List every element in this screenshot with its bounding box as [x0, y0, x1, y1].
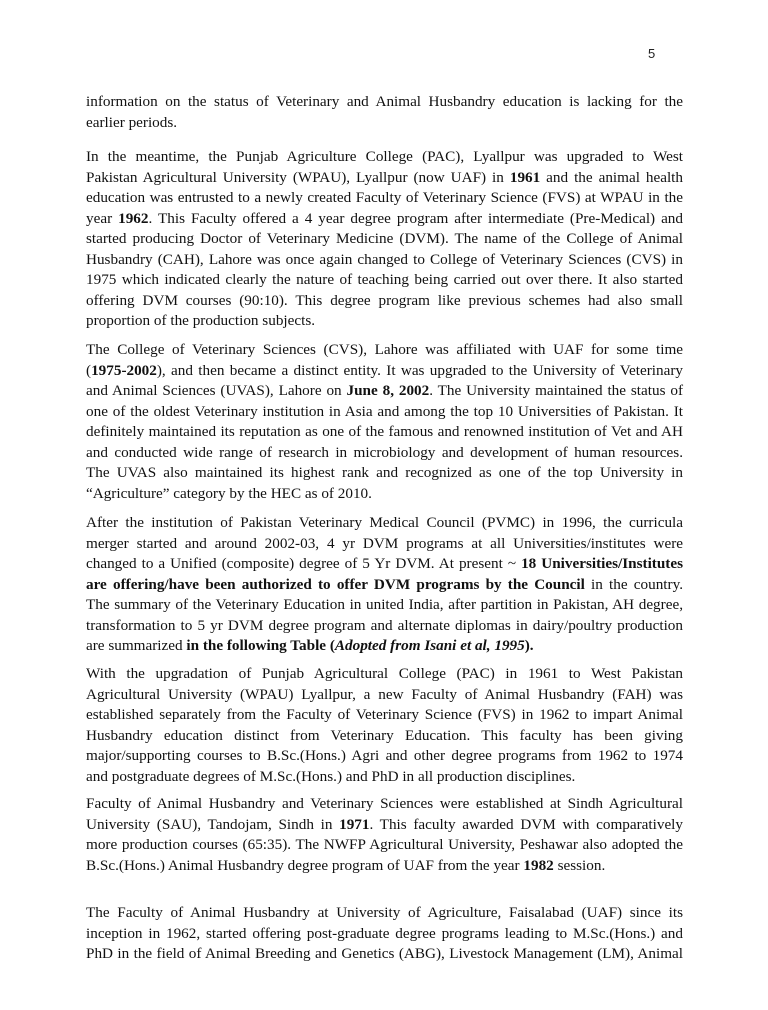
text-line: “Agriculture” category by the HEC as of 2010. [86, 484, 372, 502]
text-line: transformation to 5 yr DVM degree program and alternate diplomas in dairy/poultry production [86, 616, 683, 634]
text-line: one of the oldest Veterinary institution in Asia and among the top 10 Universities of Pakistan. It [86, 402, 683, 420]
bold-text: 1961 [509, 168, 541, 186]
text-line: B.Sc.(Hons.) Animal Husbandry degree program of UAF from the year 1982 session. [86, 856, 606, 874]
text-line: and Animal Sciences (UVAS), Lahore on June 8, 2002. The University maintained the status of [86, 382, 684, 399]
text-line: The College of Veterinary Sciences (CVS), Lahore was affiliated with UAF for some time [86, 341, 683, 358]
text-line: established separately from the Faculty of Veterinary Science (FVS) in 1962 to impart Animal [86, 706, 683, 723]
paragraph [86, 340, 683, 504]
text-line: education was entrusted to a newly created Faculty of Veterinary Science (FVS) at WPAU in the [86, 189, 683, 206]
text-line: In the meantime, the Punjab Agriculture College (PAC), Lyallpur was upgraded to West [86, 148, 683, 165]
text-line: year 1962. This Faculty offered a 4 year degree program after intermediate (Pre-Medical) and [86, 209, 683, 227]
bold-text: June 8, 2002 [346, 382, 430, 399]
text-line: 1975 which indicated clearly the nature of teaching being carried out over there. It also started [86, 271, 683, 288]
text-line: Husbandry education distinct from Veterinary Education. This faculty has been giving [86, 726, 683, 744]
text-line: merger started and around 2002-03, 4 yr DVM programs at all Universities/institutes were [86, 534, 683, 552]
text-line: Agricultural University (WPAU) Lyallpur, a new Faculty of Animal Husbandry (FAH) was [86, 685, 683, 703]
text-line: and postgraduate degrees of M.Sc.(Hons.) and PhD in all production disciplines. [86, 767, 576, 785]
bold-text: 1971 [339, 815, 370, 833]
paragraph [86, 903, 683, 965]
text-line: information on the status of Veterinary and Animal Husbandry education is lacking for the [86, 93, 683, 110]
bold-text: 1975-2002 [91, 361, 157, 379]
text-line: With the upgradation of Punjab Agricultural College (PAC) in 1961 to West Pakistan [86, 665, 683, 682]
text-line: University (SAU), Tandojam, Sindh in 1971. This faculty awarded DVM with comparatively [86, 815, 683, 833]
text-line: definitely maintained its reputation as one of the famous and renowned institution of Vet and AH [86, 423, 683, 440]
paragraph [86, 664, 683, 787]
text-line: The UVAS also maintained its highest rank and recognized as one of the top University in [86, 464, 683, 481]
bold-text: are offering/have been authorized to offer DVM programs by the Council [86, 575, 585, 593]
paragraph [86, 147, 683, 332]
bold-text: ). [524, 637, 534, 654]
paragraph [86, 92, 683, 133]
text-line: started producing Doctor of Veterinary Medicine (DVM). The name of the College of Animal [86, 230, 683, 247]
text-line: The summary of the Veterinary Education in united India, after partition in Pakistan, AH degree, [86, 596, 683, 613]
text-line: major/supporting courses to B.Sc.(Hons.) Agri and other degree programs from 1962 to 1974 [86, 747, 683, 764]
bold-text: 18 Universities/Institutes [521, 555, 684, 572]
text-line: are offering/have been authorized to offer DVM programs by the Council in the country. [86, 575, 683, 593]
text-line: earlier periods. [86, 113, 178, 131]
bold-text: in the following Table ( [186, 637, 335, 654]
paragraph [86, 794, 683, 876]
text-line: and conducted wide range of research in microbiology and development of human resources. [86, 443, 683, 461]
page-number: 5 [648, 46, 656, 61]
text-line: are summarized in the following Table (Adopted from Isani et al, 1995). [86, 637, 534, 654]
text-line: changed to a Unified (composite) degree of 5 Yr DVM. At present ~ 18 Universities/Institutes [86, 555, 684, 572]
text-line: The Faculty of Animal Husbandry at University of Agriculture, Faisalabad (UAF) since its [86, 904, 683, 921]
bold-italic-text: Adopted from Isani et al, 1995 [334, 637, 525, 654]
text-line: After the institution of Pakistan Veterinary Medical Council (PVMC) in 1996, the curricula [86, 514, 683, 531]
text-line: PhD in the field of Animal Breeding and Genetics (ABG), Livestock Management (LM), Animal [86, 945, 683, 962]
bold-text: 1982 [523, 856, 554, 874]
bold-text: 1962 [118, 209, 149, 227]
text-line: more production courses (65:35). The NWFP Agricultural University, Peshawar also adopted the [86, 836, 683, 853]
text-line: inception in 1962, started offering post-graduate degree programs leading to M.Sc.(Hons.) and [86, 924, 683, 942]
text-line: offering DVM courses (90:10). This degree program like previous schemes had also small [86, 291, 683, 309]
text-line: Husbandry (CAH), Lahore was once again changed to College of Veterinary Sciences (CVS) in [86, 250, 683, 268]
text-line: Pakistan Agricultural University (WPAU), Lyallpur (now UAF) in 1961 and the animal health [86, 168, 683, 186]
text-line: Faculty of Animal Husbandry and Veterinary Sciences were established at Sindh Agricultural [86, 795, 683, 812]
paragraph [86, 513, 683, 657]
text-line: (1975-2002), and then became a distinct entity. It was upgraded to the University of Veterinary [86, 361, 683, 379]
text-line: proportion of the production subjects. [86, 312, 316, 329]
